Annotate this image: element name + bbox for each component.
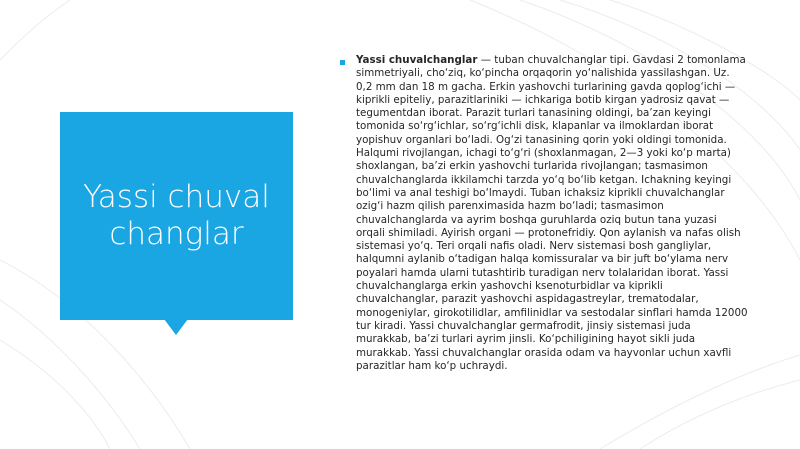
title-box-pointer — [164, 319, 188, 335]
slide-title: Yassi chuvalchanglar — [83, 179, 270, 252]
bullet-item — [340, 54, 748, 373]
bullet-text: — tuban chuvalchanglar tipi. Gavdasi 2 tomonlama simmetriyali, cho‘ziq, ko‘pincha orqaqorin yo‘nalishida yassilashgan. Uz. 0,2 mm dan 18 m gacha. Erkin yashovchi turlarining gavda qoplog‘ichi — kiprikli epiteliy, parazitlariniki — ichkariga botib kirgan yadrosiz qavat — tegumentdan iborat. Parazit turlari tanasining oldingi, ba’zan keyingi tomonida so‘rg‘ichlar, so‘rg‘ichli disk, klapanlar va ilmoklardan iborat yopishuv organlari bo‘ladi. Og‘zi tanasining qorin yoki oldingi tomonida. Halqumi rivojlangan, ichagi to‘g‘ri (shoxlanmagan, 2—3 yoki ko‘p marta) shoxlangan, ba’zi erkin yashovchi turlarida rivojlangan; tasmasimon chuvalchanglarda ikkilamchi tarzda yo‘q bo‘lib ketgan. Ichakning keyingi bo‘limi va anal teshigi bo‘lmaydi. Tuban ichaksiz kiprikli chuvalchanglar ozig‘i hazm qilish parenximasida hazm bo‘ladi; tasmasimon chuvalchanglarda va ayrim boshqa guruhlarda oziq butun tana yuzasi orqali shimiladi. Ayirish organi — protonefridiy. Qon aylanish va nafas olish sistemasi yo‘q. Teri orqali nafis oladi. Nerv sistemasi bosh gangliylar, halqumni aylanib o‘tadigan halqa komissuralar va bir juft bo‘ylama nerv poyalari hamda ularni tutashtirib turadigan nerv tolalaridan iborat. Yassi chuvalchanglarga erkin yashovchi ksenoturbidlar va kiprikli chuvalchanglar, parazit yashovchi aspidagastreylar, trematodalar, monogeniylar, girokotilidlar, amfilinidlar va sestodalar sinflari hamda 12000 tur kiradi. Yassi chuvalchanglar germafrodit, jinsiy sistemasi juda murakkab, ba’zi turlari ayrim jinsli. Ko‘pchiligining hayot sikli juda murakkab. Yassi chuvalchanglar orasida odam va hayvonlar uchun xavfli parazitlar ham ko‘p uchraydi. — [356, 54, 748, 372]
content-area — [340, 54, 748, 373]
bullet-paragraph — [356, 54, 748, 373]
bullet-square-icon — [340, 60, 345, 65]
title-box — [60, 112, 293, 320]
bullet-term: Yassi chuvalchanglar — [356, 54, 478, 66]
